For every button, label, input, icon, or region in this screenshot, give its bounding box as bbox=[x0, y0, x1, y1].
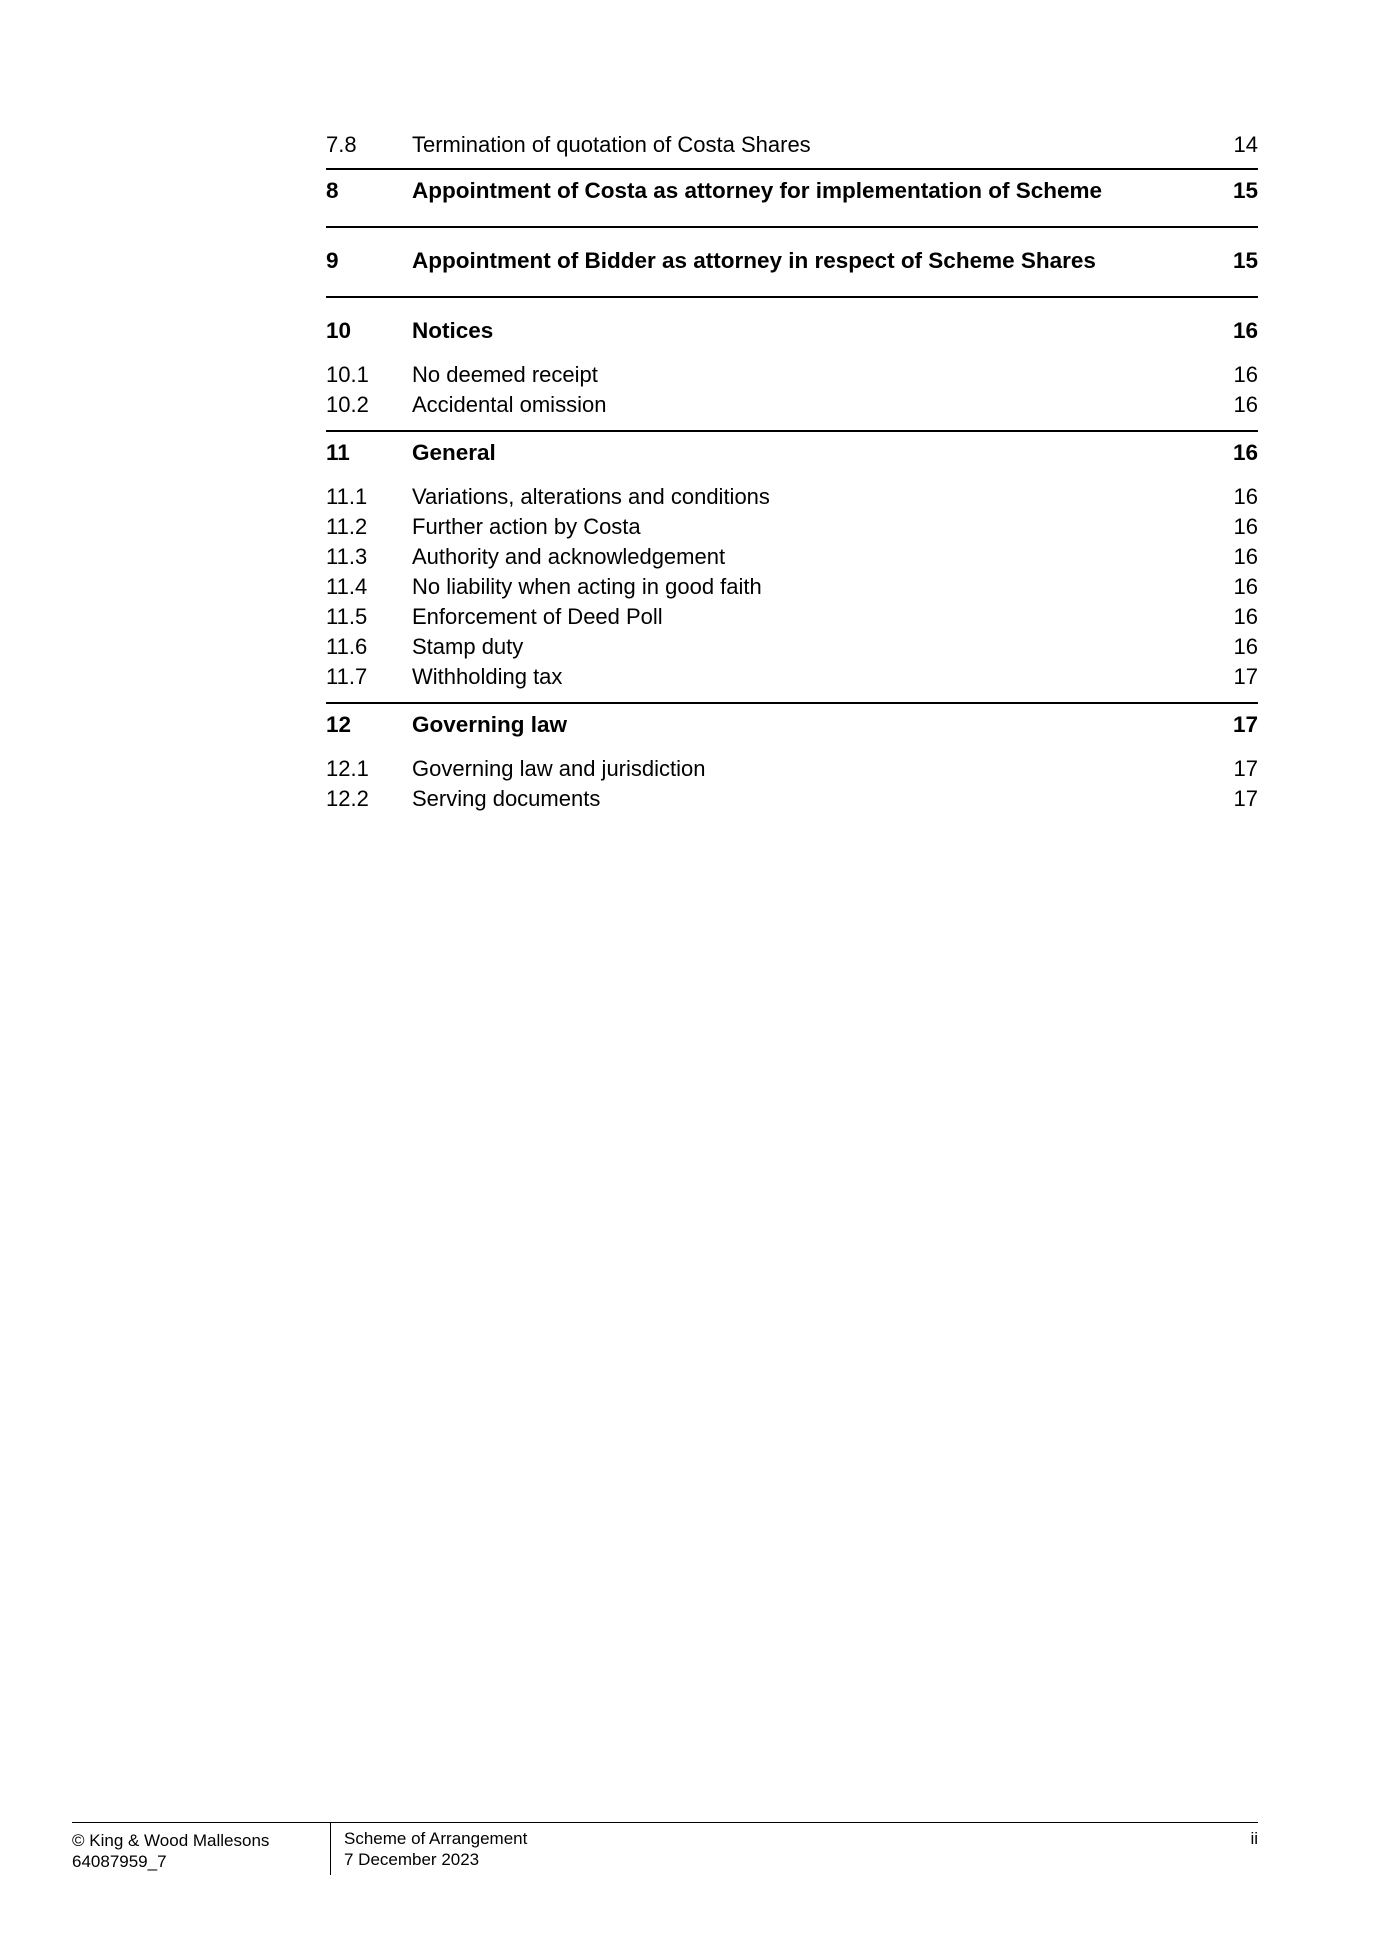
toc-entry-title: Variations, alterations and conditions bbox=[412, 484, 770, 509]
toc-entry-page: 15 bbox=[1232, 248, 1258, 273]
toc-subentry[interactable] bbox=[326, 482, 1258, 512]
toc-entry-number: 12.2 bbox=[326, 786, 369, 811]
toc-entry-number: 11.6 bbox=[326, 634, 368, 659]
toc-subentry[interactable] bbox=[326, 602, 1258, 632]
table-of-contents bbox=[326, 130, 1258, 814]
toc-entry-number: 10 bbox=[326, 318, 352, 343]
toc-subentry[interactable] bbox=[326, 784, 1258, 814]
toc-entry-number: 12 bbox=[326, 712, 352, 737]
toc-entry-number: 11.1 bbox=[326, 484, 368, 509]
toc-entry-title: Stamp duty bbox=[412, 634, 524, 659]
toc-entry-title: Serving documents bbox=[412, 786, 601, 811]
toc-entry-number: 12.1 bbox=[326, 756, 369, 781]
section-divider bbox=[326, 226, 1258, 228]
footer-page-number: ii bbox=[1250, 1829, 1258, 1848]
toc-entry-page: 17 bbox=[1233, 756, 1258, 781]
section-divider bbox=[326, 296, 1258, 298]
toc-entry-page: 16 bbox=[1233, 484, 1258, 509]
toc-section-entry[interactable] bbox=[326, 438, 1258, 468]
toc-entry-number: 8 bbox=[326, 178, 339, 203]
toc-section-entry[interactable] bbox=[326, 246, 1258, 276]
toc-subentry[interactable] bbox=[326, 754, 1258, 784]
footer-firm-block bbox=[72, 1823, 330, 1872]
toc-entry-number: 10.1 bbox=[326, 362, 369, 387]
toc-entry-page: 16 bbox=[1233, 362, 1258, 387]
toc-entry-title: Appointment of Costa as attorney for implementation of Scheme bbox=[412, 178, 1103, 203]
toc-entry-title: Enforcement of Deed Poll bbox=[412, 604, 663, 629]
footer-copyright: © King & Wood Mallesons bbox=[72, 1831, 270, 1850]
toc-entry-title: Governing law bbox=[412, 712, 568, 737]
toc-entry-title: Appointment of Bidder as attorney in respect of Scheme Shares bbox=[412, 248, 1096, 273]
toc-entry-title: Further action by Costa bbox=[412, 514, 641, 539]
toc-entry-number: 11.2 bbox=[326, 514, 368, 539]
toc-entry-title: General bbox=[412, 440, 496, 465]
page-footer bbox=[72, 1822, 1258, 1872]
toc-section-entry[interactable] bbox=[326, 710, 1258, 740]
footer-doc-title: Scheme of Arrangement bbox=[344, 1829, 528, 1848]
toc-entry-number: 7.8 bbox=[326, 132, 357, 157]
toc-entry-page: 16 bbox=[1233, 544, 1258, 569]
toc-entry-page: 16 bbox=[1232, 440, 1258, 465]
toc-entry-page: 17 bbox=[1232, 712, 1258, 737]
footer-divider bbox=[330, 1823, 331, 1875]
toc-entry-title: Governing law and jurisdiction bbox=[412, 756, 706, 781]
toc-entry-page: 16 bbox=[1233, 574, 1258, 599]
toc-entry-page: 16 bbox=[1233, 634, 1258, 659]
toc-entry-title: Authority and acknowledgement bbox=[412, 544, 726, 569]
footer-doc-date: 7 December 2023 bbox=[344, 1850, 480, 1869]
toc-section-entry[interactable] bbox=[326, 176, 1258, 206]
toc-subentry[interactable] bbox=[326, 360, 1258, 390]
toc-entry-title: Termination of quotation of Costa Shares bbox=[412, 132, 811, 157]
toc-entry-page: 15 bbox=[1232, 178, 1258, 203]
toc-entry-title: Withholding tax bbox=[412, 664, 563, 689]
footer-doc-block bbox=[330, 1823, 1198, 1872]
section-divider bbox=[326, 702, 1258, 704]
section-divider bbox=[326, 430, 1258, 432]
toc-entry-page: 17 bbox=[1233, 786, 1258, 811]
toc-subentry[interactable] bbox=[326, 632, 1258, 662]
toc-entry-number: 11.3 bbox=[326, 544, 368, 569]
toc-entry-title: No deemed receipt bbox=[412, 362, 598, 387]
toc-entry-page: 16 bbox=[1232, 318, 1258, 343]
toc-entry-number: 11.5 bbox=[326, 604, 368, 629]
toc-entry-number: 11.7 bbox=[326, 664, 368, 689]
toc-subentry[interactable] bbox=[326, 542, 1258, 572]
toc-entry-number: 9 bbox=[326, 248, 339, 273]
toc-entry-page: 16 bbox=[1233, 514, 1258, 539]
footer-doc-number: 64087959_7 bbox=[72, 1852, 167, 1871]
toc-subentry[interactable] bbox=[326, 662, 1258, 692]
toc-entry-number: 11.4 bbox=[326, 574, 368, 599]
toc-entry-title: No liability when acting in good faith bbox=[412, 574, 762, 599]
toc-subentry[interactable] bbox=[326, 572, 1258, 602]
toc-entry-page: 16 bbox=[1233, 604, 1258, 629]
toc-subentry[interactable] bbox=[326, 390, 1258, 420]
toc-entry-number: 11 bbox=[326, 440, 350, 465]
toc-entry-page: 16 bbox=[1233, 392, 1258, 417]
toc-subentry[interactable] bbox=[326, 130, 1258, 160]
toc-entry-page: 14 bbox=[1233, 132, 1258, 157]
toc-entry-title: Notices bbox=[412, 318, 494, 343]
toc-entry-title: Accidental omission bbox=[412, 392, 607, 417]
toc-entry-number: 10.2 bbox=[326, 392, 369, 417]
section-divider bbox=[326, 168, 1258, 170]
toc-subentry[interactable] bbox=[326, 512, 1258, 542]
toc-section-entry[interactable] bbox=[326, 316, 1258, 346]
toc-entry-page: 17 bbox=[1233, 664, 1258, 689]
